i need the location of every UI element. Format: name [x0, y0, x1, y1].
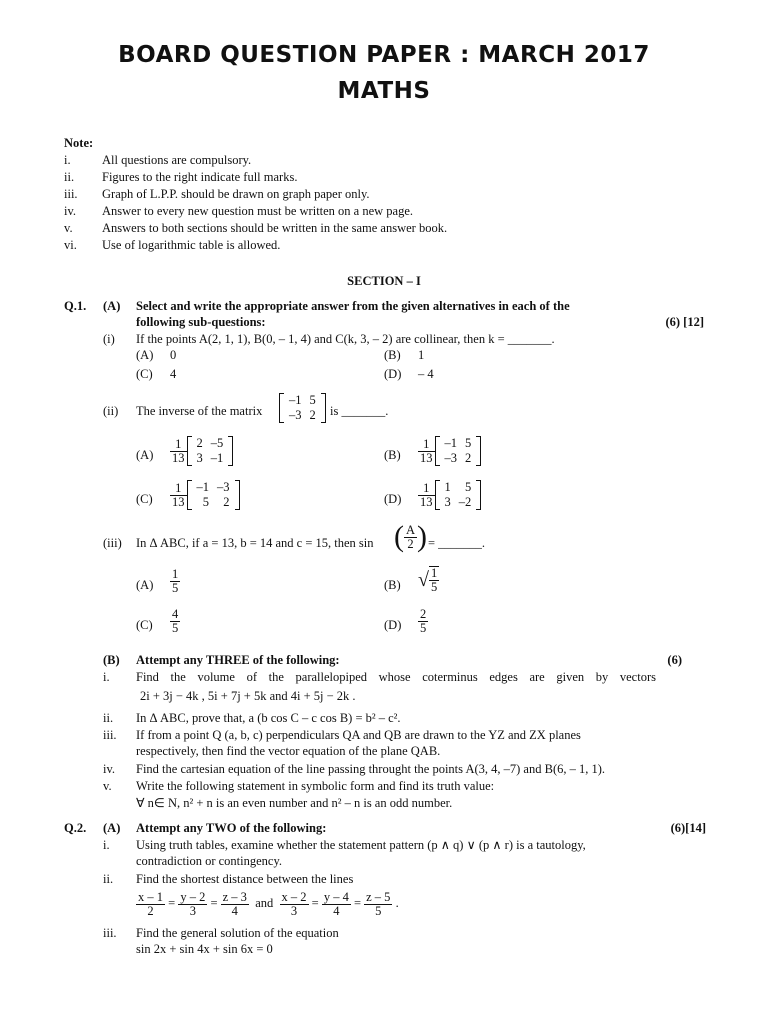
matrix-cell: 5 [465, 480, 472, 494]
sub-question-text: In Δ ABC, if a = 13, b = 14 and c = 15, then sin [136, 536, 374, 550]
option-label: (D) [384, 618, 402, 632]
note-num: i. [64, 153, 71, 167]
note-text: Answer to every new question must be written on a new page. [102, 204, 414, 218]
item-text: Find the general solution of the equation [136, 926, 339, 940]
option-label: (B) [384, 578, 401, 592]
item-text: In Δ ABC, prove that, a (b cos C – c cos B) = b² – c². [136, 711, 401, 725]
item-text: Write the following statement in symbolic form and find its truth value: [136, 779, 495, 793]
matrix-cell: –2 [458, 495, 472, 509]
sub-question-text: The inverse of the matrix [136, 404, 263, 418]
fraction-numerator: y – 4 [323, 889, 349, 904]
sqrt-sign: √ [418, 569, 429, 591]
item-text: Find the cartesian equation of the line passing throught the points A(3, 4, –7) and B(6, – 1, 1). [136, 762, 606, 776]
line-equations: $\frac{x - 1}{2}$ = $\frac{y - 2}{3}$ = $\frac{z - 3}{4}$ and $\frac{x - 2}{3}$ = $\frac{y - 4}{4}$ = $\frac{z - 5}{5}$ . [138, 889, 399, 918]
option-value [170, 608, 180, 635]
option-value [418, 436, 481, 466]
item-number: ii. [103, 711, 114, 725]
fraction-numerator: 1 [430, 566, 438, 580]
option-value [170, 480, 240, 510]
vector-expression: 2i + 3j − 4k , 5i + 7j + 5k and 4i + 5j − 2k . [140, 689, 356, 703]
item-number: iii. [103, 728, 117, 742]
question-number: Q.1. [64, 299, 87, 313]
fraction-numerator: 2 [420, 607, 427, 621]
matrix-cell: 5 [309, 393, 316, 407]
matrix-cell: –3 [289, 408, 302, 422]
option-value [170, 436, 233, 466]
fraction-numerator: A [406, 522, 416, 537]
option-label: (A) [136, 348, 154, 362]
fraction-numerator: x – 1 [138, 889, 163, 904]
matrix-cell: 3 [444, 495, 451, 509]
matrix-cell: –1 [210, 451, 224, 465]
fraction-denominator: 4 [231, 903, 238, 918]
note-num: ii. [64, 170, 75, 184]
fraction-denominator: 5 [430, 580, 438, 594]
sub-question-number: (ii) [103, 404, 119, 418]
option-label: (D) [384, 492, 402, 506]
matrix-cell: –1 [444, 436, 457, 450]
item-number: v. [103, 779, 112, 793]
note-text: Use of logarithmic table is allowed. [102, 238, 281, 252]
matrix-cell: 3 [196, 451, 203, 465]
option-value: 4 [170, 367, 177, 381]
question-number: Q.2. [64, 821, 87, 835]
part-instruction: following sub-questions: [136, 315, 266, 329]
fraction-denominator: 13 [420, 450, 433, 465]
fraction-numerator: 1 [170, 438, 187, 452]
item-number: i. [103, 838, 110, 852]
option-label: (A) [136, 578, 154, 592]
fraction-numerator: x – 2 [281, 889, 307, 904]
part-label: (A) [103, 821, 121, 835]
note-num: iv. [64, 204, 77, 218]
sub-question-number: (iii) [103, 536, 122, 550]
matrix-cell: 2 [196, 436, 203, 450]
sin-argument: ( $\frac{A}{2}$ ) [394, 520, 428, 554]
option-value [170, 568, 180, 595]
sub-question-number: (i) [103, 332, 115, 346]
matrix-cell: –3 [444, 451, 457, 465]
matrix-cell: 2 [465, 451, 472, 465]
part-instruction: Select and write the appropriate answer from the given alternatives in each of the [136, 299, 570, 313]
fraction-denominator: 4 [333, 903, 340, 918]
fraction-numerator: 1 [418, 438, 435, 452]
matrix-cell: 5 [202, 495, 209, 509]
matrix-cell: 2 [309, 408, 316, 422]
item-number: iii. [103, 926, 117, 940]
fraction-numerator: 1 [418, 482, 435, 496]
part-label: (B) [103, 653, 120, 667]
option-value [418, 608, 428, 635]
marks: (6) [12] [665, 315, 704, 329]
item-text: Using truth tables, examine whether the statement pattern (p ∧ q) ∨ (p ∧ r) is a tautology, [136, 838, 586, 852]
fraction-numerator: z – 3 [222, 889, 247, 904]
fraction-denominator: 5 [420, 621, 427, 635]
note-num: vi. [64, 238, 77, 252]
item-number: ii. [103, 872, 114, 886]
note-text: Graph of L.P.P. should be drawn on graph paper only. [102, 187, 370, 201]
option-value: 1 [418, 348, 425, 362]
notes-heading: Note: [64, 136, 94, 150]
note-text: Figures to the right indicate full marks. [102, 170, 298, 184]
item-number: iv. [103, 762, 116, 776]
page-title-line1: BOARD QUESTION PAPER : MARCH 2017 [118, 42, 650, 68]
fraction-numerator: y – 2 [180, 889, 206, 904]
matrix-cell: 5 [465, 436, 472, 450]
part-instruction: Attempt any TWO of the following: [136, 821, 327, 835]
section-heading: SECTION – I [347, 274, 421, 288]
fraction-numerator: 4 [172, 607, 179, 621]
option-label: (C) [136, 492, 153, 506]
option-value: – 4 [418, 367, 434, 381]
sub-question-text: = _______. [428, 536, 486, 550]
option-label: (C) [136, 618, 153, 632]
option-label: (B) [384, 348, 401, 362]
matrix-cell: –1 [289, 393, 302, 407]
matrix-cell: 2 [223, 495, 230, 509]
option-label: (B) [384, 448, 401, 462]
fraction-denominator: 5 [172, 581, 179, 595]
note-num: v. [64, 221, 73, 235]
option-label: (A) [136, 448, 154, 462]
fraction-denominator: 13 [172, 494, 185, 509]
matrix [279, 393, 326, 423]
fraction-denominator: 3 [189, 903, 196, 918]
note-text: All questions are compulsory. [102, 153, 252, 167]
item-text: Find the volume of the parallelopiped whose coterminus edges are given by vectors [136, 670, 656, 684]
matrix-cell: 1 [444, 480, 451, 494]
fraction-denominator: 13 [172, 450, 185, 465]
item-text: contradiction or contingency. [136, 854, 283, 868]
page-title-line2: MATHS [337, 78, 431, 104]
option-value [418, 566, 439, 594]
sub-question-text: If the points A(2, 1, 1), B(0, – 1, 4) and C(k, 3, – 2) are collinear, then k = _______. [136, 332, 555, 346]
marks: (6) [667, 653, 682, 667]
fraction-denominator: 3 [290, 903, 298, 918]
note-num: iii. [64, 187, 78, 201]
item-text: sin 2x + sin 4x + sin 6x = 0 [136, 942, 273, 956]
option-label: (D) [384, 367, 402, 381]
fraction-denominator: 2 [147, 903, 154, 918]
note-text: Answers to both sections should be written in the same answer book. [102, 221, 448, 235]
item-text: respectively, then find the vector equation of the plane QAB. [136, 744, 441, 758]
fraction-denominator: 5 [172, 621, 179, 635]
fraction-denominator: 5 [375, 903, 382, 918]
fraction-numerator: 1 [172, 567, 179, 581]
part-label: (A) [103, 299, 121, 313]
fraction-numerator: 1 [170, 482, 187, 496]
part-instruction: Attempt any THREE of the following: [136, 653, 340, 667]
fraction-denominator: 13 [420, 494, 433, 509]
item-text: ∀ n∈ N, n² + n is an even number and n² – n is an odd number. [136, 796, 453, 810]
fraction-denominator: 2 [407, 536, 414, 551]
option-label: (C) [136, 367, 153, 381]
option-value [418, 480, 481, 510]
item-number: i. [103, 670, 110, 684]
item-text: If from a point Q (a, b, c) perpendiculars QA and QB are drawn to the YZ and ZX planes [136, 728, 581, 742]
fraction-numerator: z – 5 [366, 889, 391, 904]
matrix-cell: –3 [217, 480, 230, 494]
option-value: 0 [170, 348, 177, 362]
matrix-cell: –1 [196, 480, 209, 494]
marks: (6)[14] [670, 821, 706, 835]
sub-question-text: is _______. [330, 404, 389, 418]
matrix-cell: –5 [210, 436, 224, 450]
item-text: Find the shortest distance between the lines [136, 872, 354, 886]
and-word: and [255, 896, 274, 910]
